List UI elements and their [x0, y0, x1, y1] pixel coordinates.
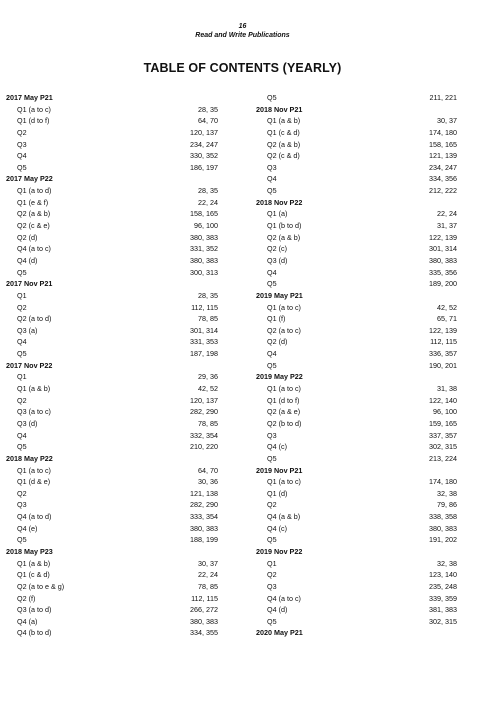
question-label: Q4 (c): [267, 523, 287, 533]
question-label: Q4: [267, 174, 277, 184]
toc-entry: [256, 313, 457, 325]
toc-entry: [6, 581, 218, 593]
question-label: Q3: [267, 430, 277, 440]
page-numbers: 266, 272: [190, 605, 218, 615]
page-numbers: 22, 24: [198, 570, 218, 580]
page-numbers: 78, 85: [198, 581, 218, 591]
page-numbers: 335, 356: [429, 267, 457, 277]
page-numbers: 112, 115: [430, 337, 457, 347]
page-numbers: 96, 100: [194, 221, 218, 231]
question-label: Q1 (a & b): [267, 116, 301, 126]
toc-entry: [6, 499, 218, 511]
question-label: Q5: [267, 93, 277, 102]
page-numbers: 212, 222: [429, 186, 457, 196]
question-label: Q2 (c & d): [267, 151, 300, 161]
question-label: Q3 (d): [17, 418, 38, 428]
toc-entry: [256, 255, 457, 267]
toc-entry: [256, 278, 457, 290]
section-label: 2019 Nov P22: [256, 546, 303, 556]
toc-entry: [256, 418, 457, 430]
page-numbers: 32, 38: [437, 558, 457, 568]
question-label: Q5: [267, 535, 277, 545]
page-numbers: 112, 115: [191, 302, 218, 312]
toc-entry: [6, 302, 218, 314]
toc-entry: [256, 185, 457, 197]
page-numbers: 334, 355: [190, 628, 218, 638]
page-numbers: 331, 353: [190, 337, 218, 347]
page-numbers: 32, 38: [437, 488, 457, 498]
section-label: 2019 May P21: [256, 290, 303, 300]
toc-entry: [6, 406, 218, 418]
toc-entry: [256, 395, 457, 407]
question-label: Q4 (c): [267, 442, 287, 452]
question-label: Q1: [17, 290, 27, 300]
toc-entry: [256, 441, 457, 453]
page-numbers: 301, 314: [429, 244, 457, 254]
page-numbers: 336, 357: [429, 349, 457, 359]
question-label: Q5: [267, 616, 277, 626]
toc-entry: [256, 604, 457, 616]
toc-entry: [6, 162, 218, 174]
toc-entry: [6, 313, 218, 325]
page-numbers: 112, 115: [191, 593, 218, 603]
page-numbers: 302, 315: [429, 616, 457, 626]
page-numbers: 42, 52: [437, 302, 457, 312]
question-label: Q5: [17, 162, 27, 172]
toc-entry: [256, 569, 457, 581]
page-numbers: 122, 139: [429, 232, 457, 242]
page-numbers: 235, 248: [429, 581, 457, 591]
question-label: Q2 (d): [267, 337, 288, 347]
section-label: 2017 Nov P21: [6, 279, 53, 289]
question-label: Q3: [267, 581, 277, 591]
page-numbers: 282, 290: [190, 407, 218, 417]
toc-section-heading: [6, 453, 218, 465]
question-label: Q2 (a to d): [17, 314, 52, 324]
question-label: Q4 (e): [17, 523, 38, 533]
question-label: Q2 (a & b): [267, 232, 301, 242]
toc-entry: [256, 383, 457, 395]
page-numbers: 333, 354: [190, 512, 218, 522]
toc-section-heading: [256, 546, 457, 558]
toc-entry: [256, 220, 457, 232]
toc-entry: [256, 127, 457, 139]
question-label: Q2 (f): [17, 593, 36, 603]
toc-entry: [6, 558, 218, 570]
question-label: Q1 (c & d): [267, 127, 300, 137]
question-label: Q3 (a to c): [17, 407, 51, 417]
question-label: Q1 (a & b): [17, 558, 51, 568]
question-label: Q5: [267, 360, 277, 370]
question-label: Q2: [267, 500, 277, 510]
page-numbers: 302, 315: [429, 442, 457, 452]
toc-entry: [256, 511, 457, 523]
toc-entry: [256, 534, 457, 546]
question-label: Q1 (d to f): [17, 116, 50, 126]
question-label: Q1 (a to c): [267, 302, 301, 312]
toc-section-heading: [6, 278, 218, 290]
page-numbers: 22, 24: [198, 197, 218, 207]
question-label: Q4: [267, 349, 277, 359]
page-numbers: 301, 314: [190, 325, 218, 335]
toc-entry: [6, 336, 218, 348]
page-numbers: 79, 86: [437, 500, 457, 510]
toc-entry: [6, 290, 218, 302]
page-numbers: 121, 138: [190, 488, 218, 498]
toc-entry: [6, 627, 218, 639]
page-numbers: 380, 383: [429, 523, 457, 533]
toc-section-heading: [6, 546, 218, 558]
page-numbers: 234, 247: [190, 139, 218, 149]
page-numbers: 30, 37: [198, 558, 218, 568]
page-numbers: 190, 201: [429, 360, 457, 370]
toc-entry: [256, 476, 457, 488]
question-label: Q1: [17, 372, 27, 382]
page-numbers: 339, 359: [429, 593, 457, 603]
toc-entry: [256, 232, 457, 244]
page-numbers: 330, 352: [190, 151, 218, 161]
page-numbers: 78, 85: [198, 314, 218, 324]
toc-entry: [6, 476, 218, 488]
question-label: Q1 (a to c): [17, 465, 51, 475]
question-label: Q5: [17, 442, 27, 452]
question-label: Q5: [267, 279, 277, 289]
question-label: Q2 (d): [17, 232, 38, 242]
toc-section-heading: [256, 197, 457, 209]
page-numbers: 186, 197: [190, 162, 218, 172]
toc-entry: [6, 150, 218, 162]
page-numbers: 189, 200: [429, 279, 457, 289]
question-label: Q1 (a): [267, 209, 288, 219]
toc-entry: [6, 383, 218, 395]
question-label: Q1 (b to d): [267, 221, 302, 231]
page-numbers: 78, 85: [198, 418, 218, 428]
page-numbers: 64, 70: [198, 116, 218, 126]
toc-entry: [6, 430, 218, 442]
question-label: Q3: [267, 162, 277, 172]
toc-entry: [6, 593, 218, 605]
page-numbers: 28, 35: [198, 104, 218, 114]
page-numbers: 158, 165: [429, 139, 457, 149]
page-numbers: 121, 139: [429, 151, 457, 161]
toc-entry: [256, 267, 457, 279]
question-label: Q2 (a to c): [267, 325, 301, 335]
page-numbers: 65, 71: [437, 314, 457, 324]
toc-section-heading: [256, 290, 457, 302]
question-label: Q2 (b to d): [267, 418, 302, 428]
question-label: Q5: [17, 535, 27, 545]
question-label: Q2 (a & b): [267, 139, 301, 149]
toc-entry: [256, 360, 457, 372]
question-label: Q1 (a & b): [17, 384, 51, 394]
page-numbers: 31, 38: [437, 384, 457, 394]
page-numbers: 380, 383: [190, 232, 218, 242]
page-numbers: 234, 247: [429, 162, 457, 172]
question-label: Q4 (a to c): [267, 593, 301, 603]
page-numbers: 122, 139: [429, 325, 457, 335]
toc-entry: [256, 336, 457, 348]
question-label: Q5: [17, 267, 27, 277]
question-label: Q4 (d): [267, 605, 288, 615]
toc-section-heading: [6, 360, 218, 372]
toc-left-column: [6, 92, 218, 639]
section-label: 2018 May P22: [6, 453, 53, 463]
toc-entry: [6, 569, 218, 581]
page-numbers: 120, 137: [190, 395, 218, 405]
page-title: TABLE OF CONTENTS (YEARLY): [143, 61, 342, 75]
page-numbers: 380, 383: [190, 255, 218, 265]
question-label: Q1 (d & e): [17, 477, 51, 487]
question-label: Q4 (a to d): [17, 512, 52, 522]
page-numbers: 334, 356: [429, 174, 457, 184]
toc-entry: [256, 92, 457, 104]
toc-entry: [6, 104, 218, 116]
publisher-name: Read and Write Publications: [195, 32, 290, 39]
toc-entry: [256, 488, 457, 500]
toc-entry: [6, 127, 218, 139]
page-numbers: 188, 199: [190, 535, 218, 545]
page-numbers: 42, 52: [198, 384, 218, 394]
question-label: Q1 (d): [267, 488, 288, 498]
page-numbers: 381, 383: [429, 605, 457, 615]
toc-entry: [6, 185, 218, 197]
question-label: Q3: [17, 139, 27, 149]
question-label: Q5: [267, 453, 277, 463]
question-label: Q3 (a): [17, 325, 38, 335]
toc-entry: [256, 139, 457, 151]
toc-entry: [6, 395, 218, 407]
question-label: Q2: [17, 488, 27, 498]
question-label: Q4: [17, 151, 27, 161]
page-numbers: 338, 358: [429, 512, 457, 522]
page-numbers: 213, 224: [429, 453, 457, 463]
page-numbers: 282, 290: [190, 500, 218, 510]
question-label: Q1 (e & f): [17, 197, 49, 207]
toc-entry: [256, 302, 457, 314]
page-numbers: 158, 165: [190, 209, 218, 219]
toc-entry: [6, 325, 218, 337]
question-label: Q4 (a & b): [267, 512, 301, 522]
page-numbers: 337, 357: [429, 430, 457, 440]
question-label: Q1 (a to c): [267, 384, 301, 394]
page-numbers: 211, 221: [429, 93, 457, 102]
page-numbers: 331, 352: [190, 244, 218, 254]
section-label: 2018 May P23: [6, 546, 53, 556]
toc-entry: [6, 197, 218, 209]
page-numbers: 380, 383: [429, 255, 457, 265]
question-label: Q4: [17, 430, 27, 440]
page-numbers: 120, 137: [190, 127, 218, 137]
section-label: 2020 May P21: [256, 628, 303, 638]
question-label: Q2 (a & e): [267, 407, 301, 417]
toc-entry: [6, 371, 218, 383]
toc-entry: [256, 523, 457, 535]
toc-entry: [6, 534, 218, 546]
toc-entry: [256, 430, 457, 442]
page-numbers: 174, 180: [429, 477, 457, 487]
section-label: 2019 May P22: [256, 372, 303, 382]
toc-section-heading: [6, 173, 218, 185]
toc-entry: [256, 593, 457, 605]
toc-entry: [6, 139, 218, 151]
page-numbers: 174, 180: [429, 127, 457, 137]
page-numbers: 380, 383: [190, 616, 218, 626]
toc-entry: [256, 173, 457, 185]
page-numbers: 31, 37: [437, 221, 457, 231]
toc-entry: [256, 208, 457, 220]
question-label: Q4 (b to d): [17, 628, 52, 638]
question-label: Q2: [267, 570, 277, 580]
question-label: Q4 (a): [17, 616, 38, 626]
question-label: Q3: [17, 500, 27, 510]
question-label: Q1 (a to d): [17, 186, 52, 196]
question-label: Q4: [17, 337, 27, 347]
page-numbers: 29, 36: [198, 372, 218, 382]
toc-entry: [6, 523, 218, 535]
toc-entry: [6, 348, 218, 360]
question-label: Q1 (a to c): [17, 104, 51, 114]
section-label: 2017 Nov P22: [6, 360, 53, 370]
toc-entry: [6, 511, 218, 523]
page-numbers: 64, 70: [198, 465, 218, 475]
page-number: 16: [238, 23, 247, 30]
toc-entry: [6, 115, 218, 127]
section-label: 2018 Nov P22: [256, 197, 303, 207]
page-numbers: 191, 202: [429, 535, 457, 545]
question-label: Q2: [17, 127, 27, 137]
toc-entry: [6, 441, 218, 453]
toc-entry: [6, 267, 218, 279]
question-label: Q3 (a to d): [17, 605, 52, 615]
question-label: Q2 (a to e & g): [17, 581, 65, 591]
page-numbers: 122, 140: [429, 395, 457, 405]
section-label: 2019 Nov P21: [256, 465, 303, 475]
toc-entry: [256, 115, 457, 127]
toc-right-column: [256, 92, 457, 639]
toc-entry: [6, 243, 218, 255]
question-label: Q1 (f): [267, 314, 286, 324]
question-label: Q2: [17, 395, 27, 405]
question-label: Q5: [17, 349, 27, 359]
toc-entry: [256, 162, 457, 174]
toc-entry: [6, 418, 218, 430]
page-numbers: 30, 37: [437, 116, 457, 126]
toc-section-heading: [256, 465, 457, 477]
toc-section-heading: [6, 92, 218, 104]
toc-entry: [256, 348, 457, 360]
page-header: [0, 22, 485, 40]
toc-entry: [256, 558, 457, 570]
question-label: Q2 (a & b): [17, 209, 51, 219]
question-label: Q3 (d): [267, 255, 288, 265]
page-numbers: 123, 140: [429, 570, 457, 580]
question-label: Q4: [267, 267, 277, 277]
question-label: Q4 (d): [17, 255, 38, 265]
question-label: Q1 (a to c): [267, 477, 301, 487]
toc-entry: [256, 243, 457, 255]
toc-entry: [6, 488, 218, 500]
page-numbers: 159, 165: [429, 418, 457, 428]
toc-entry: [256, 406, 457, 418]
question-label: Q1: [267, 558, 277, 568]
toc-entry: [6, 208, 218, 220]
page-numbers: 96, 100: [433, 407, 457, 417]
toc-entry: [256, 150, 457, 162]
question-label: Q4 (a to c): [17, 244, 51, 254]
question-label: Q1 (c & d): [17, 570, 50, 580]
toc-entry: [6, 604, 218, 616]
toc-entry: [256, 325, 457, 337]
question-label: Q5: [267, 186, 277, 196]
page-numbers: 210, 220: [190, 442, 218, 452]
section-label: 2017 May P22: [6, 174, 53, 184]
toc-entry: [256, 616, 457, 628]
page-numbers: 187, 198: [190, 349, 218, 359]
page-numbers: 28, 35: [198, 290, 218, 300]
toc-entry: [256, 453, 457, 465]
toc-entry: [6, 465, 218, 477]
toc-section-heading: [256, 371, 457, 383]
toc-entry: [6, 220, 218, 232]
toc-entry: [6, 255, 218, 267]
section-label: 2018 Nov P21: [256, 104, 303, 114]
page-numbers: 300, 313: [190, 267, 218, 277]
page-numbers: 380, 383: [190, 523, 218, 533]
page-numbers: 332, 354: [190, 430, 218, 440]
toc-entry: [6, 232, 218, 244]
page-numbers: 30, 36: [198, 477, 218, 487]
question-label: Q1 (d to f): [267, 395, 300, 405]
question-label: Q2 (c): [267, 244, 287, 254]
page-numbers: 28, 35: [198, 186, 218, 196]
toc-entry: [256, 581, 457, 593]
page-numbers: 22, 24: [437, 209, 457, 219]
toc-entry: [6, 616, 218, 628]
question-label: Q2: [17, 302, 27, 312]
toc-section-heading: [256, 104, 457, 116]
question-label: Q2 (c & e): [17, 221, 50, 231]
section-label: 2017 May P21: [6, 93, 53, 102]
toc-section-heading: [256, 627, 457, 639]
toc-entry: [256, 499, 457, 511]
